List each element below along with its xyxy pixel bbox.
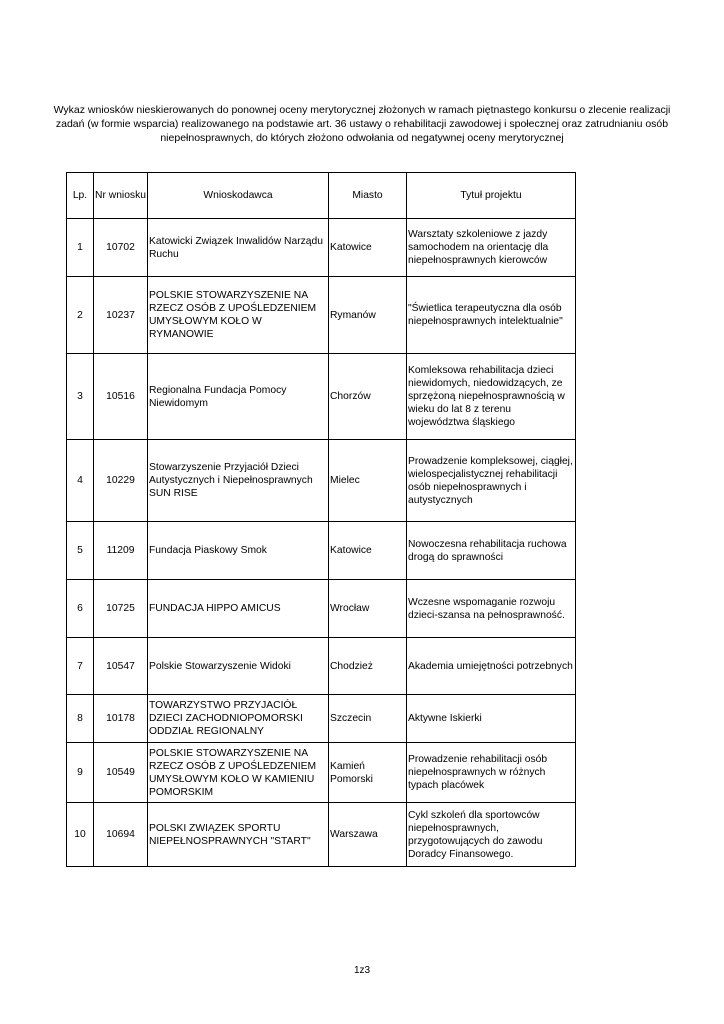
- cell-nr: 10229: [94, 440, 148, 522]
- cell-project: Prowadzenie rehabilitacji osób niepełnosprawnych w różnych typach placówek: [407, 743, 576, 803]
- cell-nr: 10516: [94, 354, 148, 440]
- cell-city: Kamień Pomorski: [329, 743, 407, 803]
- cell-city: Szczecin: [329, 695, 407, 743]
- cell-nr: 10694: [94, 803, 148, 867]
- cell-applicant: FUNDACJA HIPPO AMICUS: [148, 580, 329, 638]
- cell-project: Nowoczesna rehabilitacja ruchowa drogą do sprawności: [407, 522, 576, 580]
- table-row: [67, 277, 576, 354]
- cell-lp: 9: [67, 743, 94, 803]
- cell-lp: 2: [67, 277, 94, 354]
- cell-nr: 10547: [94, 638, 148, 695]
- cell-nr: 11209: [94, 522, 148, 580]
- cell-city: Warszawa: [329, 803, 407, 867]
- cell-project: Akademia umiejętności potrzebnych: [407, 638, 576, 695]
- cell-nr: 10549: [94, 743, 148, 803]
- applications-table: [66, 172, 576, 867]
- cell-lp: 4: [67, 440, 94, 522]
- header-nr: Nr wniosku: [94, 173, 148, 219]
- cell-applicant: POLSKI ZWIĄZEK SPORTU NIEPEŁNOSPRAWNYCH "START": [148, 803, 329, 867]
- page-number: 1z3: [353, 965, 371, 976]
- cell-city: Wrocław: [329, 580, 407, 638]
- table-row: [67, 580, 576, 638]
- cell-applicant: POLSKIE STOWARZYSZENIE NA RZECZ OSÓB Z UPOŚLEDZENIEM UMYSŁOWYM KOŁO W RYMANOWIE: [148, 277, 329, 354]
- cell-city: Chorzów: [329, 354, 407, 440]
- cell-applicant: Regionalna Fundacja Pomocy Niewidomym: [148, 354, 329, 440]
- cell-nr: 10702: [94, 219, 148, 277]
- cell-project: Aktywne Iskierki: [407, 695, 576, 743]
- cell-nr: 10178: [94, 695, 148, 743]
- cell-project: Komleksowa rehabilitacja dzieci niewidomych, niedowidzących, ze sprzężoną niepełnosprawnością w wieku do lat 8 z terenu województwa śląskiego: [407, 354, 576, 440]
- header-lp: Lp.: [67, 173, 94, 219]
- table-row: [67, 638, 576, 695]
- header-project: Tytuł projektu: [407, 173, 576, 219]
- cell-applicant: Fundacja Piaskowy Smok: [148, 522, 329, 580]
- cell-lp: 6: [67, 580, 94, 638]
- table-row: [67, 695, 576, 743]
- table-row: [67, 440, 576, 522]
- cell-city: Chodzież: [329, 638, 407, 695]
- table-row: [67, 354, 576, 440]
- cell-applicant: Stowarzyszenie Przyjaciół Dzieci Autystycznych i Niepełnosprawnych SUN RISE: [148, 440, 329, 522]
- cell-lp: 7: [67, 638, 94, 695]
- table-row: [67, 743, 576, 803]
- cell-lp: 8: [67, 695, 94, 743]
- cell-project: "Świetlica terapeutyczna dla osób niepełnosprawnych intelektualnie": [407, 277, 576, 354]
- table-row: [67, 522, 576, 580]
- cell-city: Katowice: [329, 522, 407, 580]
- cell-nr: 10725: [94, 580, 148, 638]
- document-title: Wykaz wniosków nieskierowanych do ponownej oceny merytorycznej złożonych w ramach piętnastego konkursu o zlecenie realizacji zadań (w formie wsparcia) realizowanego na podstawie art. 36 ustawy o rehabilitacji zawodowej i społecznej oraz zatrudnianiu osób niepełnosprawnych, do których złożono odwołania od negatywnej oceny merytorycznej: [53, 104, 671, 144]
- cell-lp: 1: [67, 219, 94, 277]
- cell-city: Katowice: [329, 219, 407, 277]
- cell-city: Mielec: [329, 440, 407, 522]
- cell-city: Rymanów: [329, 277, 407, 354]
- cell-nr: 10237: [94, 277, 148, 354]
- cell-project: Wczesne wspomaganie rozwoju dzieci-szansa na pełnosprawność.: [407, 580, 576, 638]
- table-row: [67, 803, 576, 867]
- cell-applicant: POLSKIE STOWARZYSZENIE NA RZECZ OSÓB Z UPOŚLEDZENIEM UMYSŁOWYM KOŁO W KAMIENIU POMORSKIM: [148, 743, 329, 803]
- cell-lp: 10: [67, 803, 94, 867]
- cell-lp: 5: [67, 522, 94, 580]
- cell-applicant: Polskie Stowarzyszenie Widoki: [148, 638, 329, 695]
- header-applicant: Wnioskodawca: [148, 173, 329, 219]
- header-city: Miasto: [329, 173, 407, 219]
- cell-lp: 3: [67, 354, 94, 440]
- cell-project: Cykl szkoleń dla sportowców niepełnosprawnych, przygotowujących do zawodu Doradcy Finansowego.: [407, 803, 576, 867]
- table-header-row: [67, 173, 576, 219]
- cell-applicant: TOWARZYSTWO PRZYJACIÓŁ DZIECI ZACHODNIOPOMORSKI ODDZIAŁ REGIONALNY: [148, 695, 329, 743]
- table-row: [67, 219, 576, 277]
- cell-project: Warsztaty szkoleniowe z jazdy samochodem na orientację dla niepełnosprawnych kierowców: [407, 219, 576, 277]
- cell-applicant: Katowicki Związek Inwalidów Narządu Ruchu: [148, 219, 329, 277]
- cell-project: Prowadzenie kompleksowej, ciągłej, wielospecjalistycznej rehabilitacji osób niepełnosprawnych i autystycznych: [407, 440, 576, 522]
